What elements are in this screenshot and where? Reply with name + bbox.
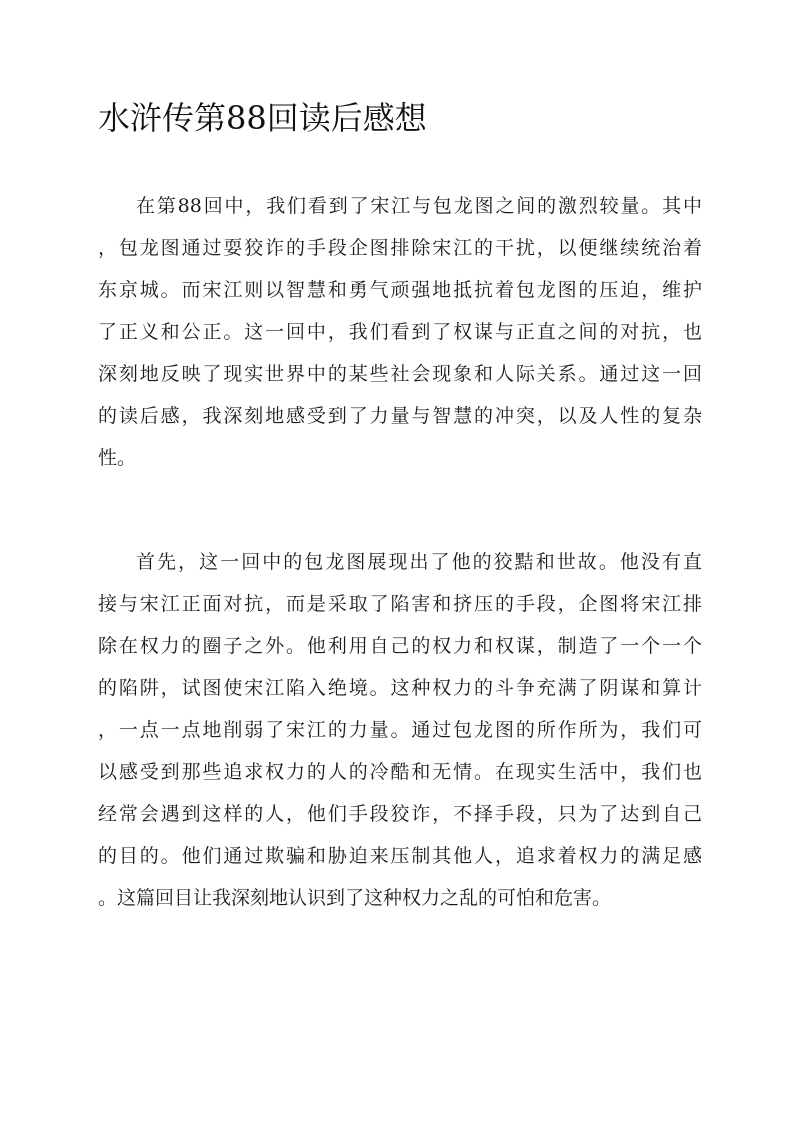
paragraph-1-line: 的读后感，我深刻地感受到了力量与智慧的冲突，以及人性的复杂 — [98, 405, 702, 427]
paragraph-2-line: ，一点一点地削弱了宋江的力量。通过包龙图的所作所为，我们可 — [98, 719, 702, 741]
paragraph-1-line: 东京城。而宋江则以智慧和勇气顽强地抵抗着包龙图的压迫，维护 — [98, 279, 702, 301]
paragraph-1-line: 了正义和公正。这一回中，我们看到了权谋与正直之间的对抗，也 — [98, 321, 702, 343]
paragraph-1-line: 在第88回中，我们看到了宋江与包龙图之间的激烈较量。其中 — [136, 195, 702, 217]
paragraph-1 — [98, 185, 702, 479]
paragraph-1-line: ，包龙图通过耍狡诈的手段企图排除宋江的干扰，以便继续统治着 — [98, 237, 702, 259]
paragraph-2-line: 的目的。他们通过欺骗和胁迫来压制其他人，追求着权力的满足感 — [98, 845, 702, 867]
paragraph-1-line: 深刻地反映了现实世界中的某些社会现象和人际关系。通过这一回 — [98, 363, 702, 385]
paragraph-2-line: 的陷阱，试图使宋江陷入绝境。这种权力的斗争充满了阴谋和算计 — [98, 677, 702, 699]
paragraph-1-line: 性。 — [98, 447, 137, 469]
paragraph-2 — [98, 541, 702, 919]
paragraph-2-line: 。这篇回目让我深刻地认识到了这种权力之乱的可怕和危害。 — [98, 887, 612, 909]
paragraph-2-line: 除在权力的圈子之外。他利用自己的权力和权谋，制造了一个一个 — [98, 635, 702, 657]
paragraph-2-line: 以感受到那些追求权力的人的冷酷和无情。在现实生活中，我们也 — [98, 761, 702, 783]
paragraph-2-line: 首先，这一回中的包龙图展现出了他的狡黠和世故。他没有直 — [136, 551, 702, 573]
page-title: 水浒传第88回读后感想 — [98, 99, 427, 137]
paragraph-2-line: 接与宋江正面对抗，而是采取了陷害和挤压的手段，企图将宋江排 — [98, 593, 702, 615]
paragraph-2-line: 经常会遇到这样的人，他们手段狡诈，不择手段，只为了达到自己 — [98, 803, 702, 825]
